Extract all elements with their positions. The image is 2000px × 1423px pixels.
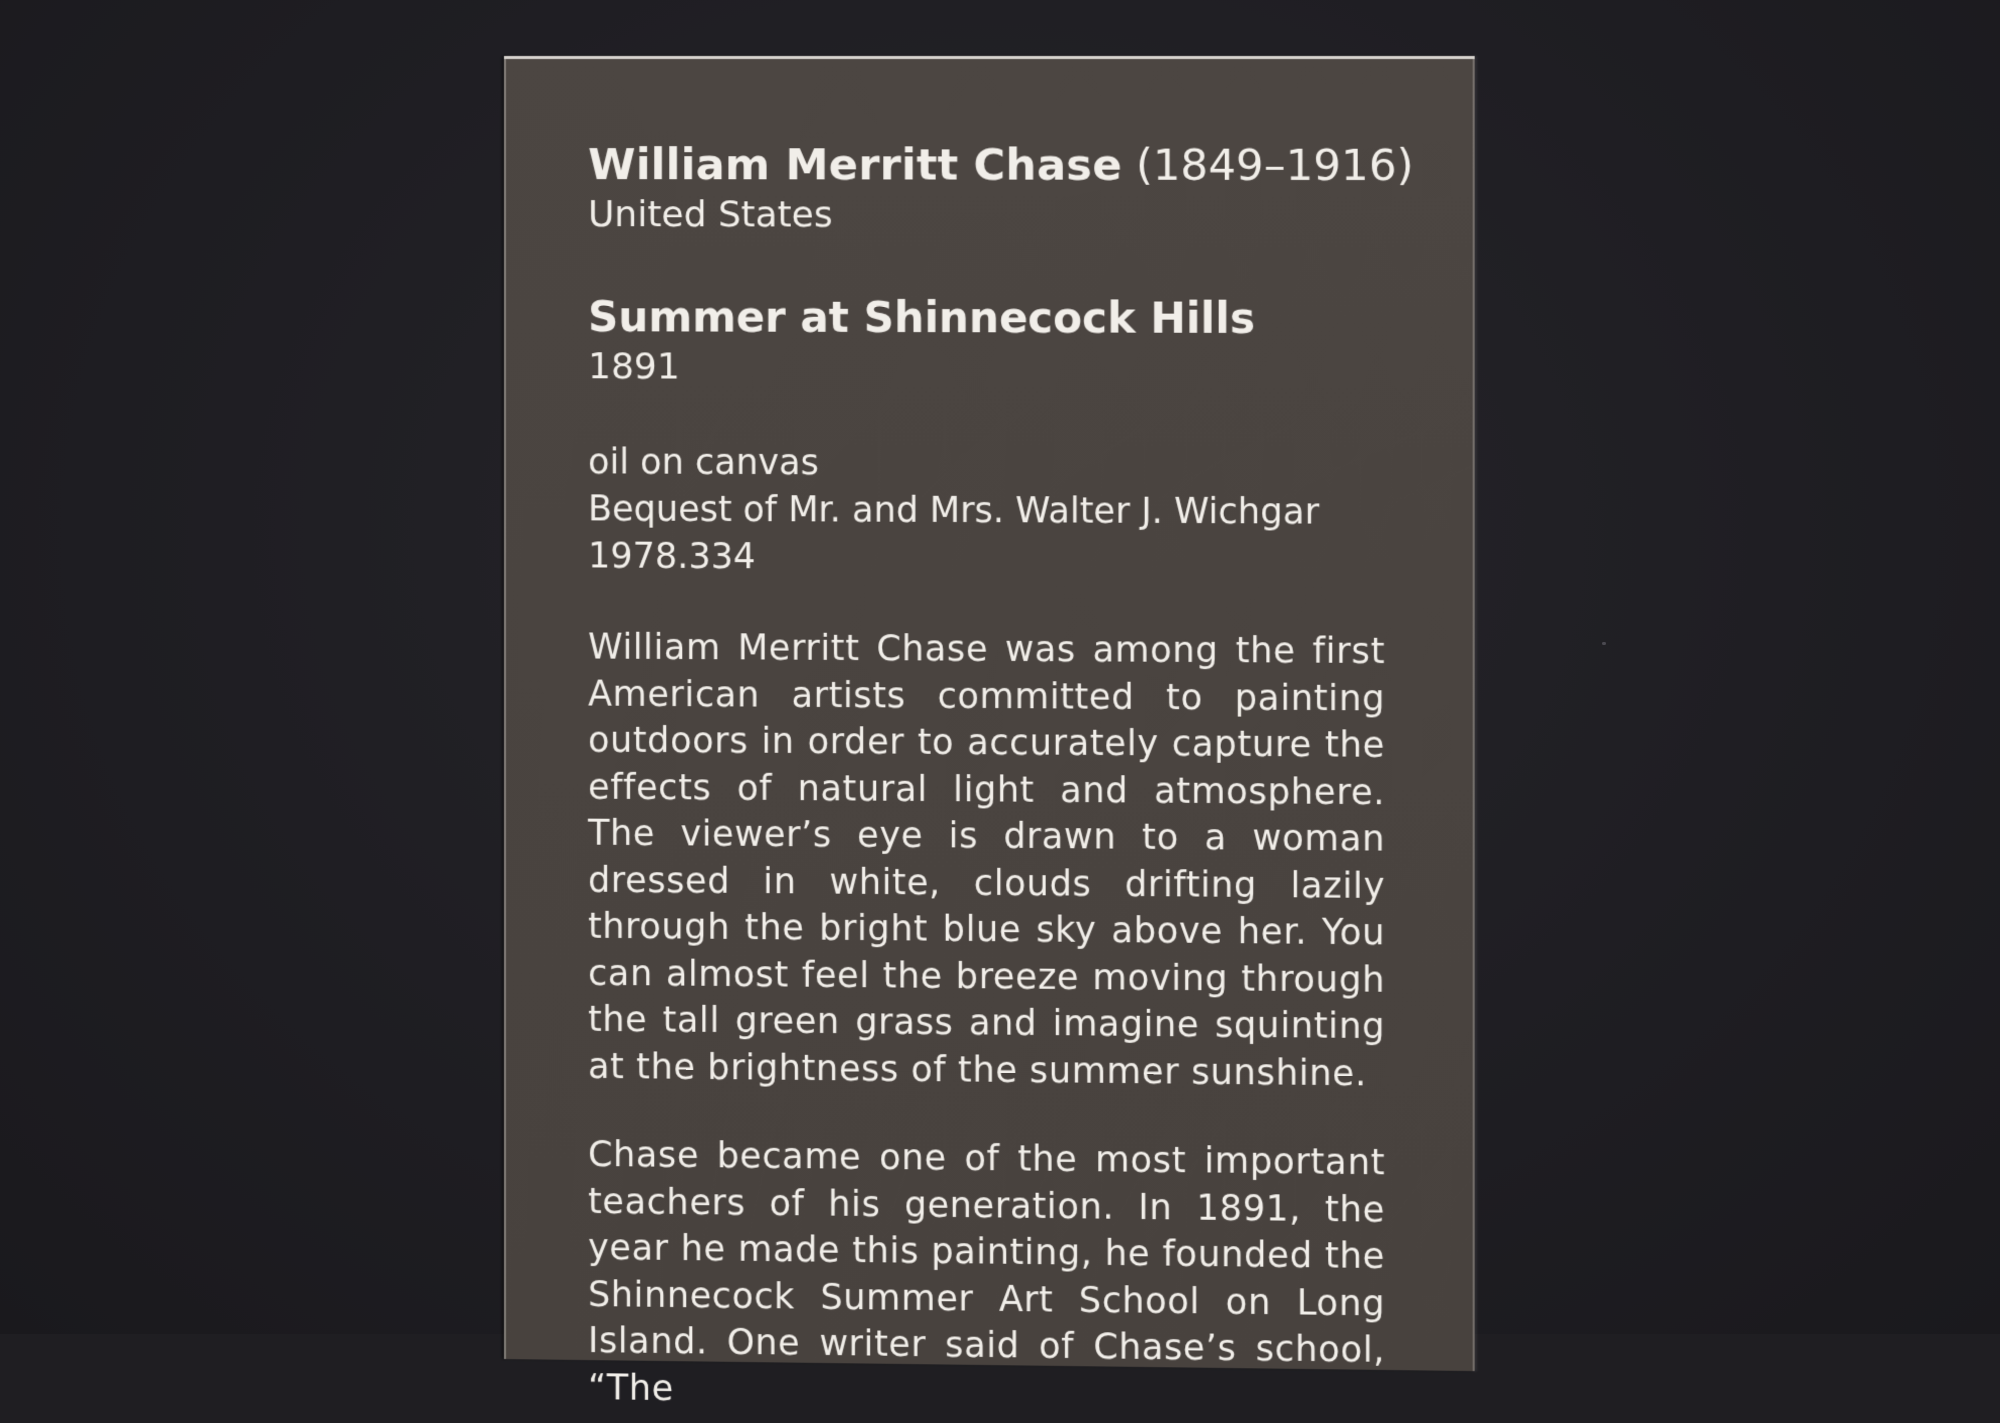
description-paragraph-2: Chase became one of the most important teachers of his generation. In 1891, the year he made this painting, he founded the Shinnecock Summer Art School on Long Island. One writer said of Chase’s school, “The: [588, 1134, 1386, 1409]
credit-line: Bequest of Mr. and Mrs. Walter J. Wichgar: [588, 489, 1320, 533]
artwork-year: 1891: [588, 346, 680, 388]
artwork-details: [588, 439, 1385, 584]
label-content: [588, 139, 1414, 1421]
card-right-edge: [1473, 59, 1475, 1371]
artist-dates: (1849–1916): [1135, 140, 1414, 192]
artwork-title: Summer at Shinnecock Hills: [588, 292, 1256, 344]
artwork-medium: oil on canvas: [588, 442, 819, 484]
artist-nationality: United States: [588, 194, 833, 236]
artist-name: William Merritt Chase: [588, 140, 1122, 191]
accession-number: 1978.334: [588, 536, 756, 578]
card-left-edge: [504, 59, 506, 1359]
museum-wall-label: [504, 56, 1475, 1409]
description-paragraph-1: William Merritt Chase was among the first American artists committed to painting outdoors in order to accurately capture the effects of natural light and atmosphere. The viewer’s eye is drawn to a woman dressed in white, clouds drifting lazily through the bright blue sky above her. You can almost feel the breeze moving through the tall green grass and imagine squinting at the brightness of the summer sunshine.: [588, 627, 1386, 1094]
artist-line: [588, 139, 1414, 192]
wall-speck: [1602, 642, 1606, 645]
